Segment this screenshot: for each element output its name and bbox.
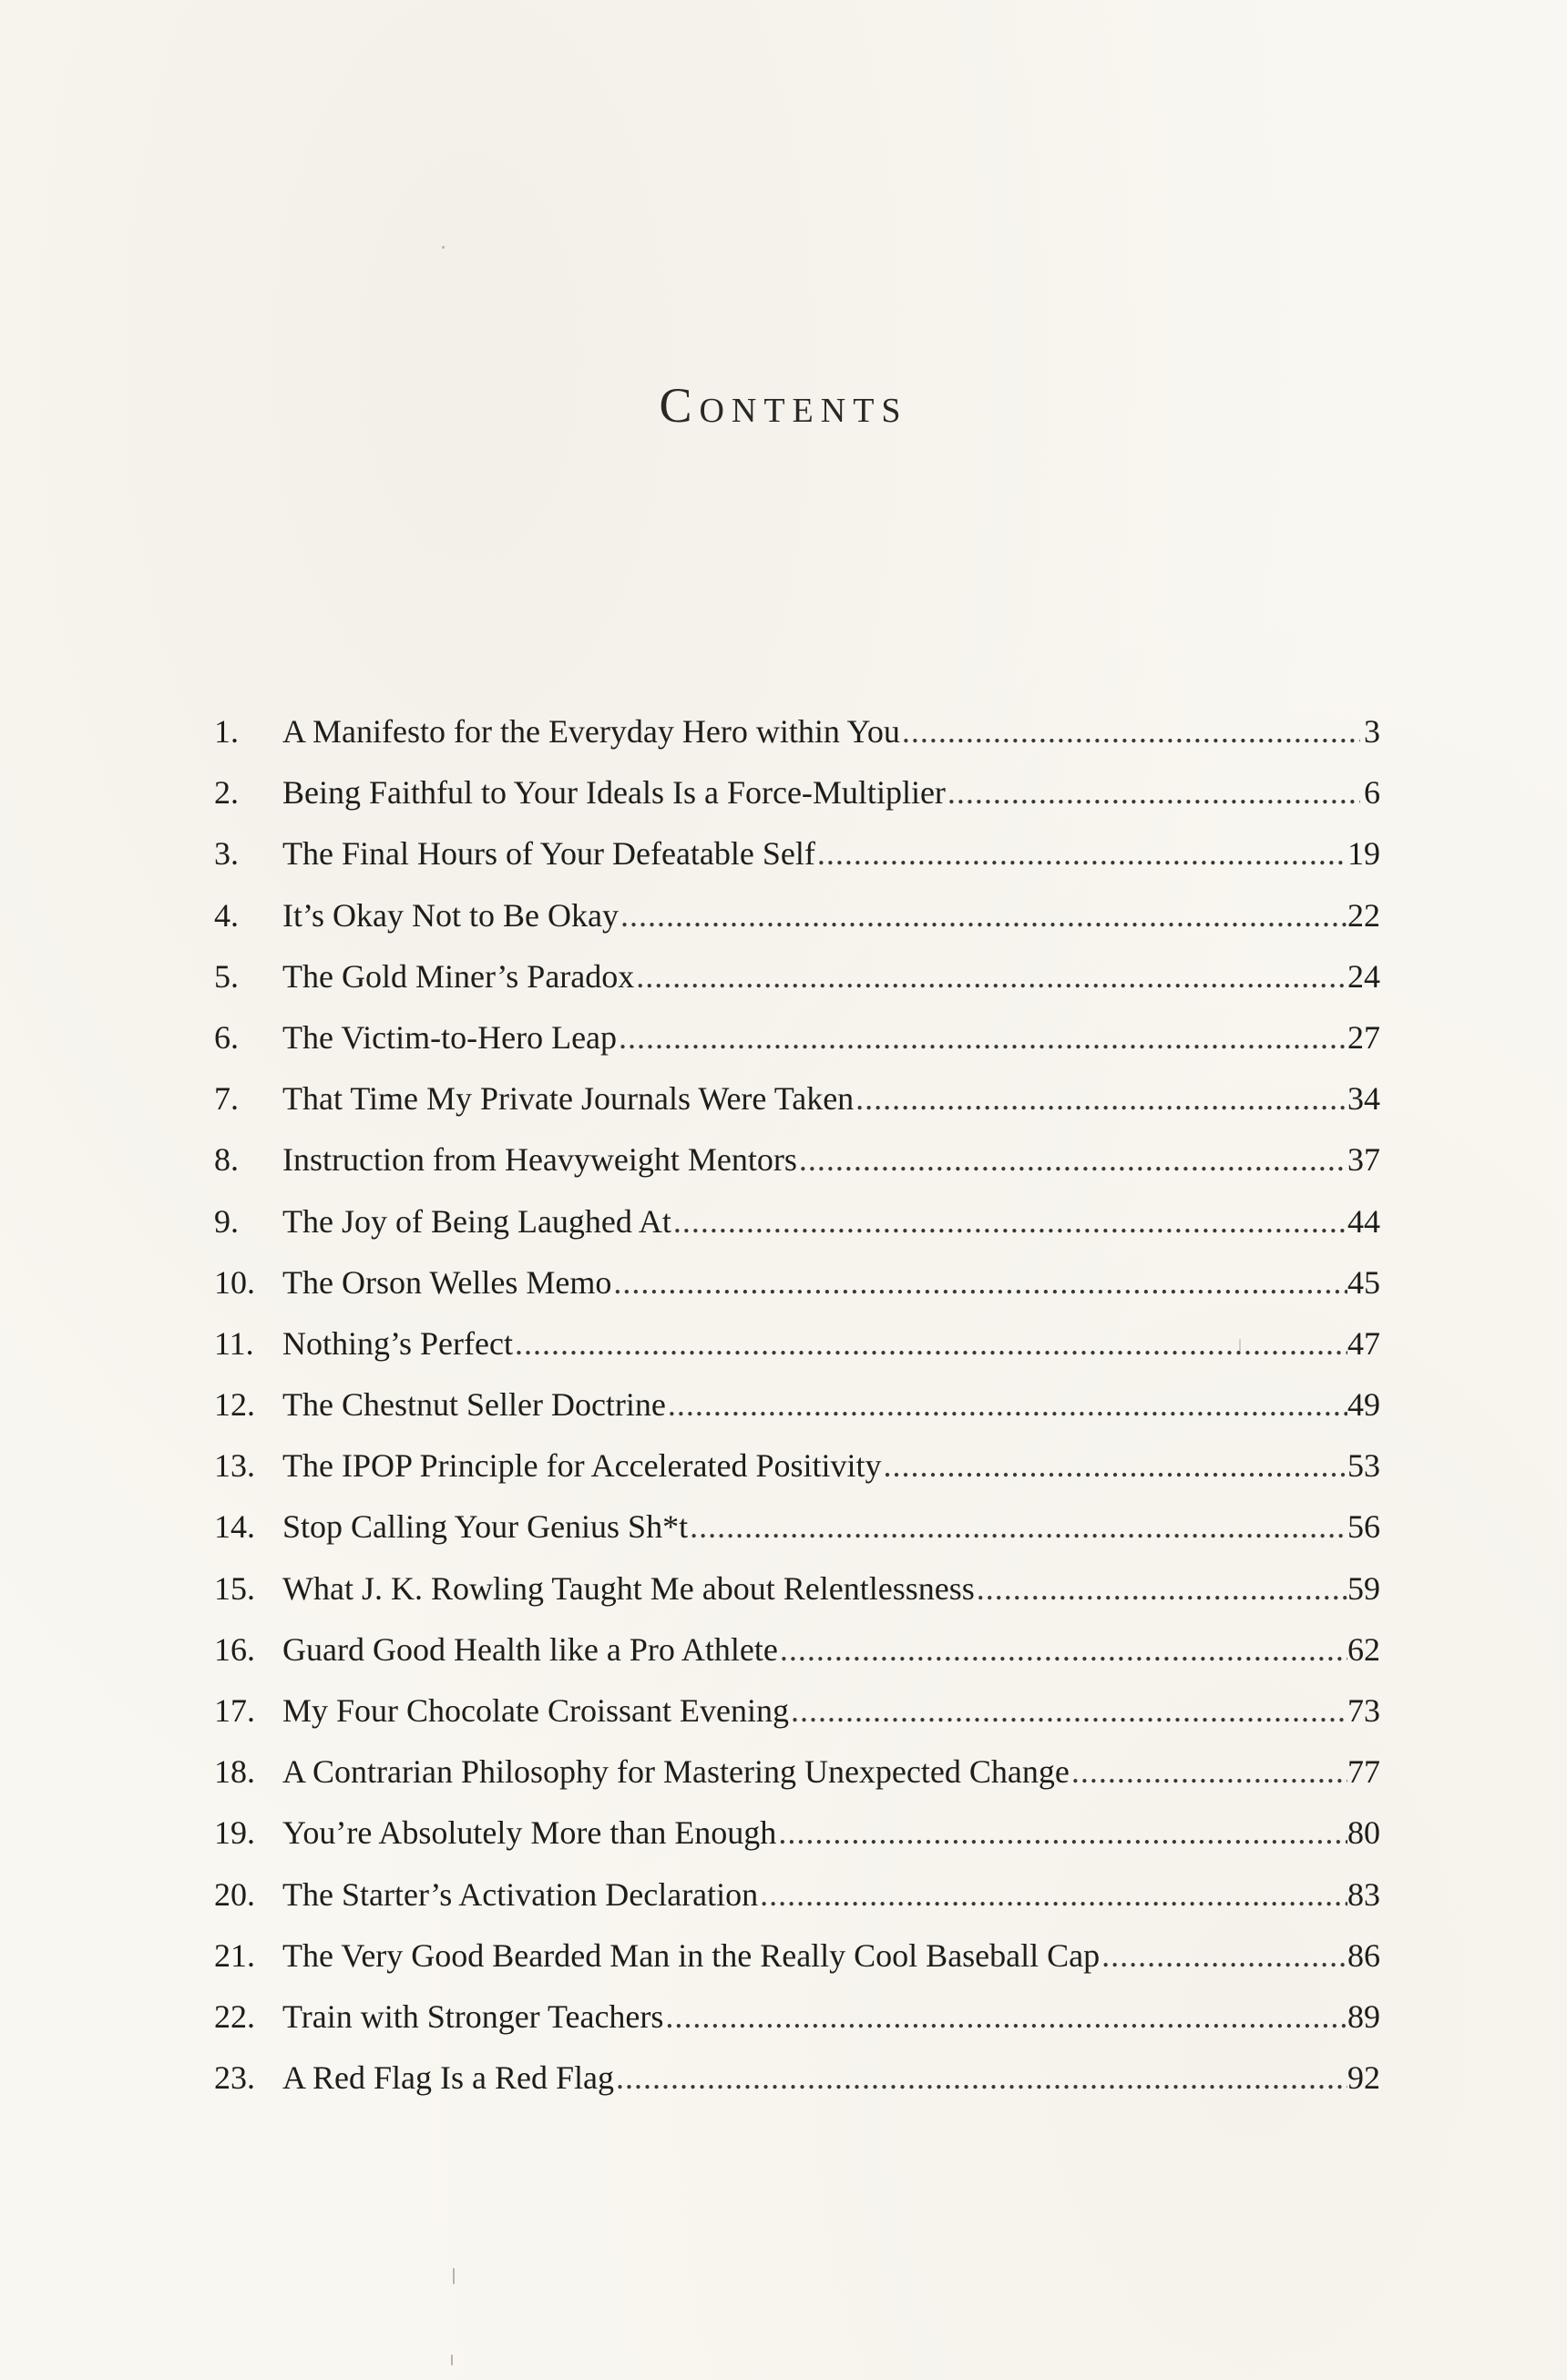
chapter-title: The Very Good Bearded Man in the Really Cool Baseball Cap [282, 1936, 1101, 1974]
toc-entry [214, 1374, 1380, 1435]
chapter-number: 5. [214, 957, 239, 995]
chapter-title: You’re Absolutely More than Enough [282, 1814, 777, 1852]
chapter-number: 8. [214, 1141, 239, 1179]
page-number: 86 [1347, 1936, 1380, 1974]
page-number: 80 [1347, 1814, 1380, 1852]
page-number: 77 [1347, 1753, 1380, 1791]
chapter-number: 6. [214, 1018, 239, 1056]
chapter-title: Being Faithful to Your Ideals Is a Force-Multiplier [282, 774, 946, 812]
page-number: 22 [1347, 896, 1380, 934]
page-number: 83 [1347, 1875, 1380, 1913]
dot-leader [513, 1313, 1347, 1374]
toc-entry [214, 1068, 1380, 1129]
dot-leader [797, 1129, 1347, 1190]
chapter-title: The Joy of Being Laughed At [282, 1202, 671, 1240]
dot-leader [614, 2048, 1347, 2109]
page-number: 27 [1347, 1018, 1380, 1056]
chapter-number: 12. [214, 1386, 255, 1424]
toc-entry [214, 1803, 1380, 1864]
chapter-number: 13. [214, 1447, 255, 1485]
dot-leader [882, 1435, 1347, 1496]
dot-leader [778, 1619, 1347, 1680]
toc-entry [214, 823, 1380, 884]
chapter-title: The Victim-to-Hero Leap [282, 1018, 618, 1056]
page-number: 19 [1347, 835, 1380, 873]
dot-leader [946, 762, 1360, 823]
chapter-title: The Gold Miner’s Paradox [282, 957, 635, 995]
dot-leader [900, 701, 1360, 762]
chapter-title: The IPOP Principle for Accelerated Positivity [282, 1447, 882, 1485]
toc-entry [214, 701, 1380, 762]
chapter-title: A Red Flag Is a Red Flag [282, 2059, 614, 2097]
toc-entry [214, 1191, 1380, 1252]
toc-entry [214, 1742, 1380, 1803]
dot-leader [815, 823, 1347, 884]
dot-leader [688, 1496, 1347, 1558]
page-number: 49 [1347, 1386, 1380, 1424]
chapter-number: 19. [214, 1814, 255, 1852]
toc-entry [214, 1252, 1380, 1313]
chapter-title: The Orson Welles Memo [282, 1263, 612, 1301]
dot-leader [634, 946, 1347, 1007]
page-number: 37 [1347, 1141, 1380, 1179]
chapter-title: Nothing’s Perfect [282, 1324, 513, 1362]
toc-entry [214, 1496, 1380, 1558]
chapter-number: 7. [214, 1080, 239, 1118]
dot-leader [666, 1374, 1347, 1435]
dot-leader [663, 1987, 1347, 2048]
page-number: 47 [1347, 1324, 1380, 1362]
dot-leader [854, 1068, 1347, 1129]
chapter-number: 16. [214, 1630, 255, 1668]
toc-entry [214, 1313, 1380, 1374]
chapter-title: A Manifesto for the Everyday Hero within You [282, 713, 900, 750]
table-of-contents [214, 701, 1380, 2109]
chapter-title: Instruction from Heavyweight Mentors [282, 1141, 797, 1179]
toc-entry [214, 1680, 1380, 1742]
chapter-number: 11. [214, 1324, 254, 1362]
toc-entry [214, 1558, 1380, 1619]
chapter-title: My Four Chocolate Croissant Evening [282, 1692, 789, 1729]
toc-entry [214, 946, 1380, 1007]
toc-entry [214, 2048, 1380, 2109]
page-number: 34 [1347, 1080, 1380, 1118]
chapter-number: 9. [214, 1202, 239, 1240]
chapter-title: Train with Stronger Teachers [282, 1997, 664, 2035]
dot-leader [1100, 1925, 1347, 1987]
chapter-title: Guard Good Health like a Pro Athlete [282, 1630, 778, 1668]
chapter-number: 2. [214, 774, 239, 812]
dot-leader [789, 1680, 1347, 1742]
chapter-title: That Time My Private Journals Were Taken [282, 1080, 855, 1118]
toc-entry [214, 1007, 1380, 1068]
chapter-number: 20. [214, 1875, 255, 1913]
paper-speck [451, 2354, 453, 2365]
page-number: 45 [1347, 1263, 1380, 1301]
toc-entry [214, 1619, 1380, 1680]
toc-entry [214, 1129, 1380, 1190]
page-title: Contents [659, 378, 908, 433]
chapter-title: The Starter’s Activation Declaration [282, 1875, 759, 1913]
chapter-number: 10. [214, 1263, 255, 1301]
paper-speck [453, 2268, 455, 2284]
chapter-number: 3. [214, 835, 239, 873]
page-number: 44 [1347, 1202, 1380, 1240]
toc-entry [214, 762, 1380, 823]
dot-leader [617, 1007, 1347, 1068]
dot-leader [619, 885, 1347, 946]
chapter-title: It’s Okay Not to Be Okay [282, 896, 619, 934]
chapter-number: 17. [214, 1692, 255, 1729]
chapter-title: What J. K. Rowling Taught Me about Relentlessness [282, 1569, 975, 1607]
toc-entry [214, 885, 1380, 946]
chapter-number: 23. [214, 2059, 255, 2097]
chapter-number: 18. [214, 1753, 255, 1791]
dot-leader [975, 1558, 1347, 1619]
chapter-number: 22. [214, 1997, 255, 2035]
toc-entry [214, 1435, 1380, 1496]
chapter-title: Stop Calling Your Genius Sh*t [282, 1508, 689, 1546]
page-number: 3 [1364, 713, 1380, 750]
toc-entry [214, 1864, 1380, 1925]
dot-leader [758, 1864, 1347, 1925]
dot-leader [671, 1191, 1347, 1252]
dot-leader [1070, 1742, 1347, 1803]
page-number: 6 [1364, 774, 1380, 812]
toc-entry [214, 1925, 1380, 1987]
chapter-title: The Final Hours of Your Defeatable Self [282, 835, 815, 873]
dot-leader [776, 1803, 1347, 1864]
page-number: 56 [1347, 1508, 1380, 1546]
chapter-number: 14. [214, 1508, 255, 1546]
page-number: 73 [1347, 1692, 1380, 1729]
page-number: 89 [1347, 1997, 1380, 2035]
page-number: 62 [1347, 1630, 1380, 1668]
chapter-title: The Chestnut Seller Doctrine [282, 1386, 666, 1424]
toc-entry [214, 1987, 1380, 2048]
page-number: 53 [1347, 1447, 1380, 1485]
page-number: 92 [1347, 2059, 1380, 2097]
page-number: 59 [1347, 1569, 1380, 1607]
page-number: 24 [1347, 957, 1380, 995]
chapter-number: 4. [214, 896, 239, 934]
chapter-number: 15. [214, 1569, 255, 1607]
chapter-number: 1. [214, 713, 239, 750]
chapter-number: 21. [214, 1936, 255, 1974]
paper-speck [442, 246, 445, 249]
chapter-title: A Contrarian Philosophy for Mastering Unexpected Change [282, 1753, 1070, 1791]
dot-leader [611, 1252, 1347, 1313]
